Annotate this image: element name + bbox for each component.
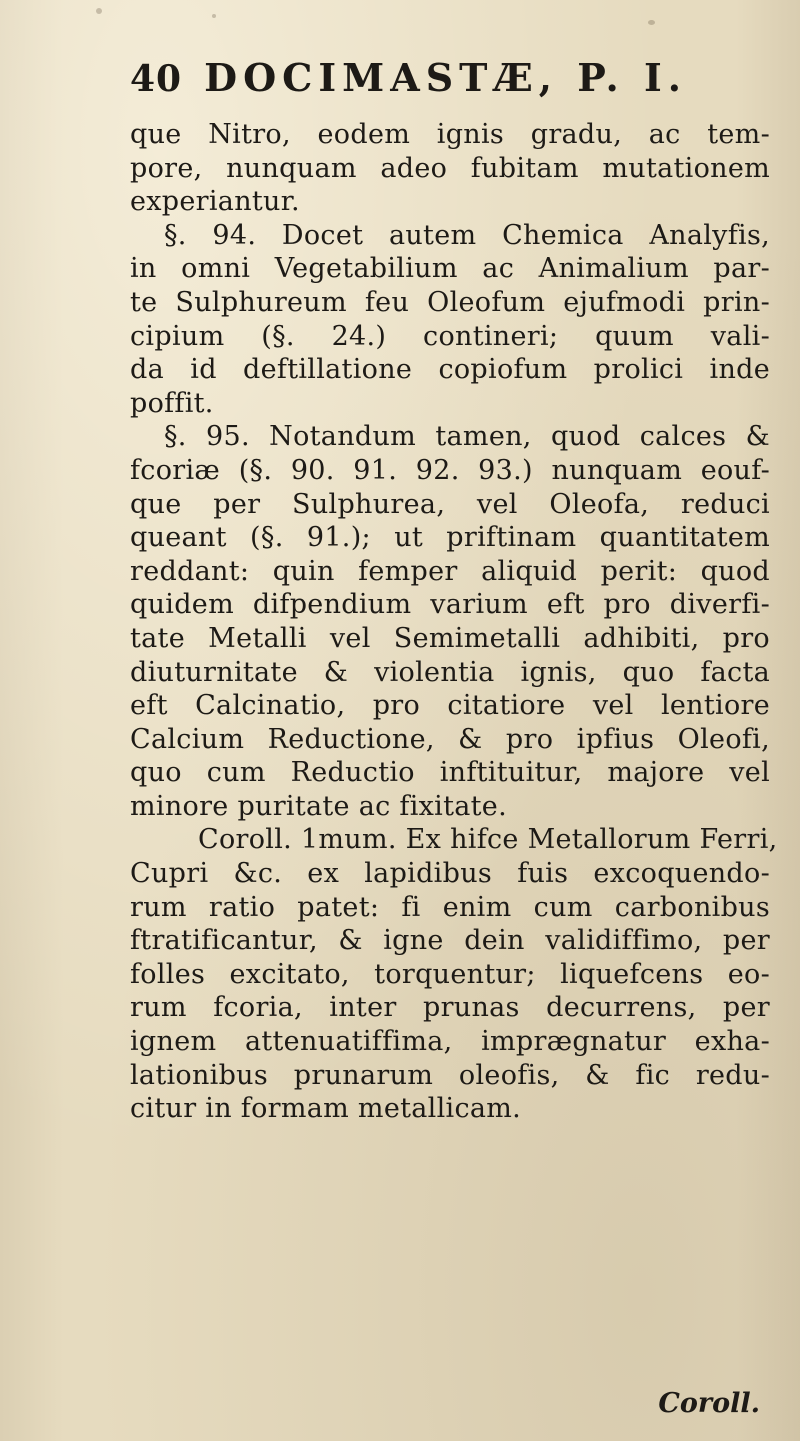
text-line: que per Sulphurea, vel Oleofa, reduci [130, 488, 770, 520]
text-line: ftratificantur, & igne dein validiffimo, per [130, 925, 770, 957]
text-line: citur in formam metallicam. [130, 1093, 522, 1125]
text-line: Calcium Reductione, & pro ipfius Oleofi, [130, 723, 770, 755]
text-line: reddant: quin femper aliquid perit: quod [130, 555, 770, 587]
text-line: quo cum Reductio inftituitur, majore vel [130, 757, 770, 789]
running-title: DOCIMASTÆ, P. I. [204, 55, 687, 100]
section-heading-line: §. 94. Docet autem Chemica Analyfis, [164, 219, 770, 251]
text-line: te Sulphureum feu Oleofum ejufmodi prin- [130, 286, 770, 318]
text-line: poffit. [130, 387, 214, 419]
text-line: tate Metalli vel Semimetalli adhibiti, pro [130, 622, 770, 654]
text-line: rum fcoria, inter prunas decurrens, per [130, 992, 770, 1024]
section-heading-line: §. 95. Notandum tamen, quod calces & [164, 421, 770, 453]
text-line: experiantur. [130, 186, 300, 218]
body-text [130, 118, 778, 1126]
text-line: lationibus prunarum oleofis, & fic redu- [130, 1059, 770, 1091]
text-line: que Nitro, eodem ignis gradu, ac tem- [130, 119, 770, 150]
text-line: pore, nunquam adeo fubitam mutationem [130, 152, 770, 184]
text-line: ignem attenuatiffima, imprægnatur exha- [130, 1026, 770, 1058]
catchword: Coroll. [658, 1388, 760, 1419]
page-header [130, 55, 730, 115]
text-line: folles excitato, torquentur; liquefcens eo- [130, 958, 770, 990]
ink-speck [212, 14, 216, 18]
corollary-heading-line: Coroll. 1mum. Ex hifce Metallorum Ferri, [198, 824, 778, 856]
text-line: in omni Vegetabilium ac Animalium par- [130, 253, 770, 285]
text-line: fcoriæ (§. 90. 91. 92. 93.) nunquam eouf- [130, 454, 770, 486]
ink-speck [648, 20, 655, 25]
page-number: 40 [130, 58, 183, 100]
text-line: minore puritate ac fixitate. [130, 790, 507, 822]
text-line: eft Calcinatio, pro citatiore vel lentiore [130, 690, 770, 722]
text-line: rum ratio patet: fi enim cum carbonibus [130, 891, 770, 923]
text-line: cipium (§. 24.) contineri; quum vali- [130, 320, 770, 352]
text-line: Cupri &c. ex lapidibus fuis excoquendo- [130, 858, 770, 890]
text-line: queant (§. 91.); ut priftinam quantitatem [130, 522, 770, 554]
text-line: da id deftillatione copiofum prolici inde [130, 354, 770, 386]
text-line: quidem difpendium varium eft pro diverfi- [130, 589, 770, 621]
text-line: diuturnitate & violentia ignis, quo facta [130, 656, 770, 688]
ink-speck [96, 8, 102, 14]
